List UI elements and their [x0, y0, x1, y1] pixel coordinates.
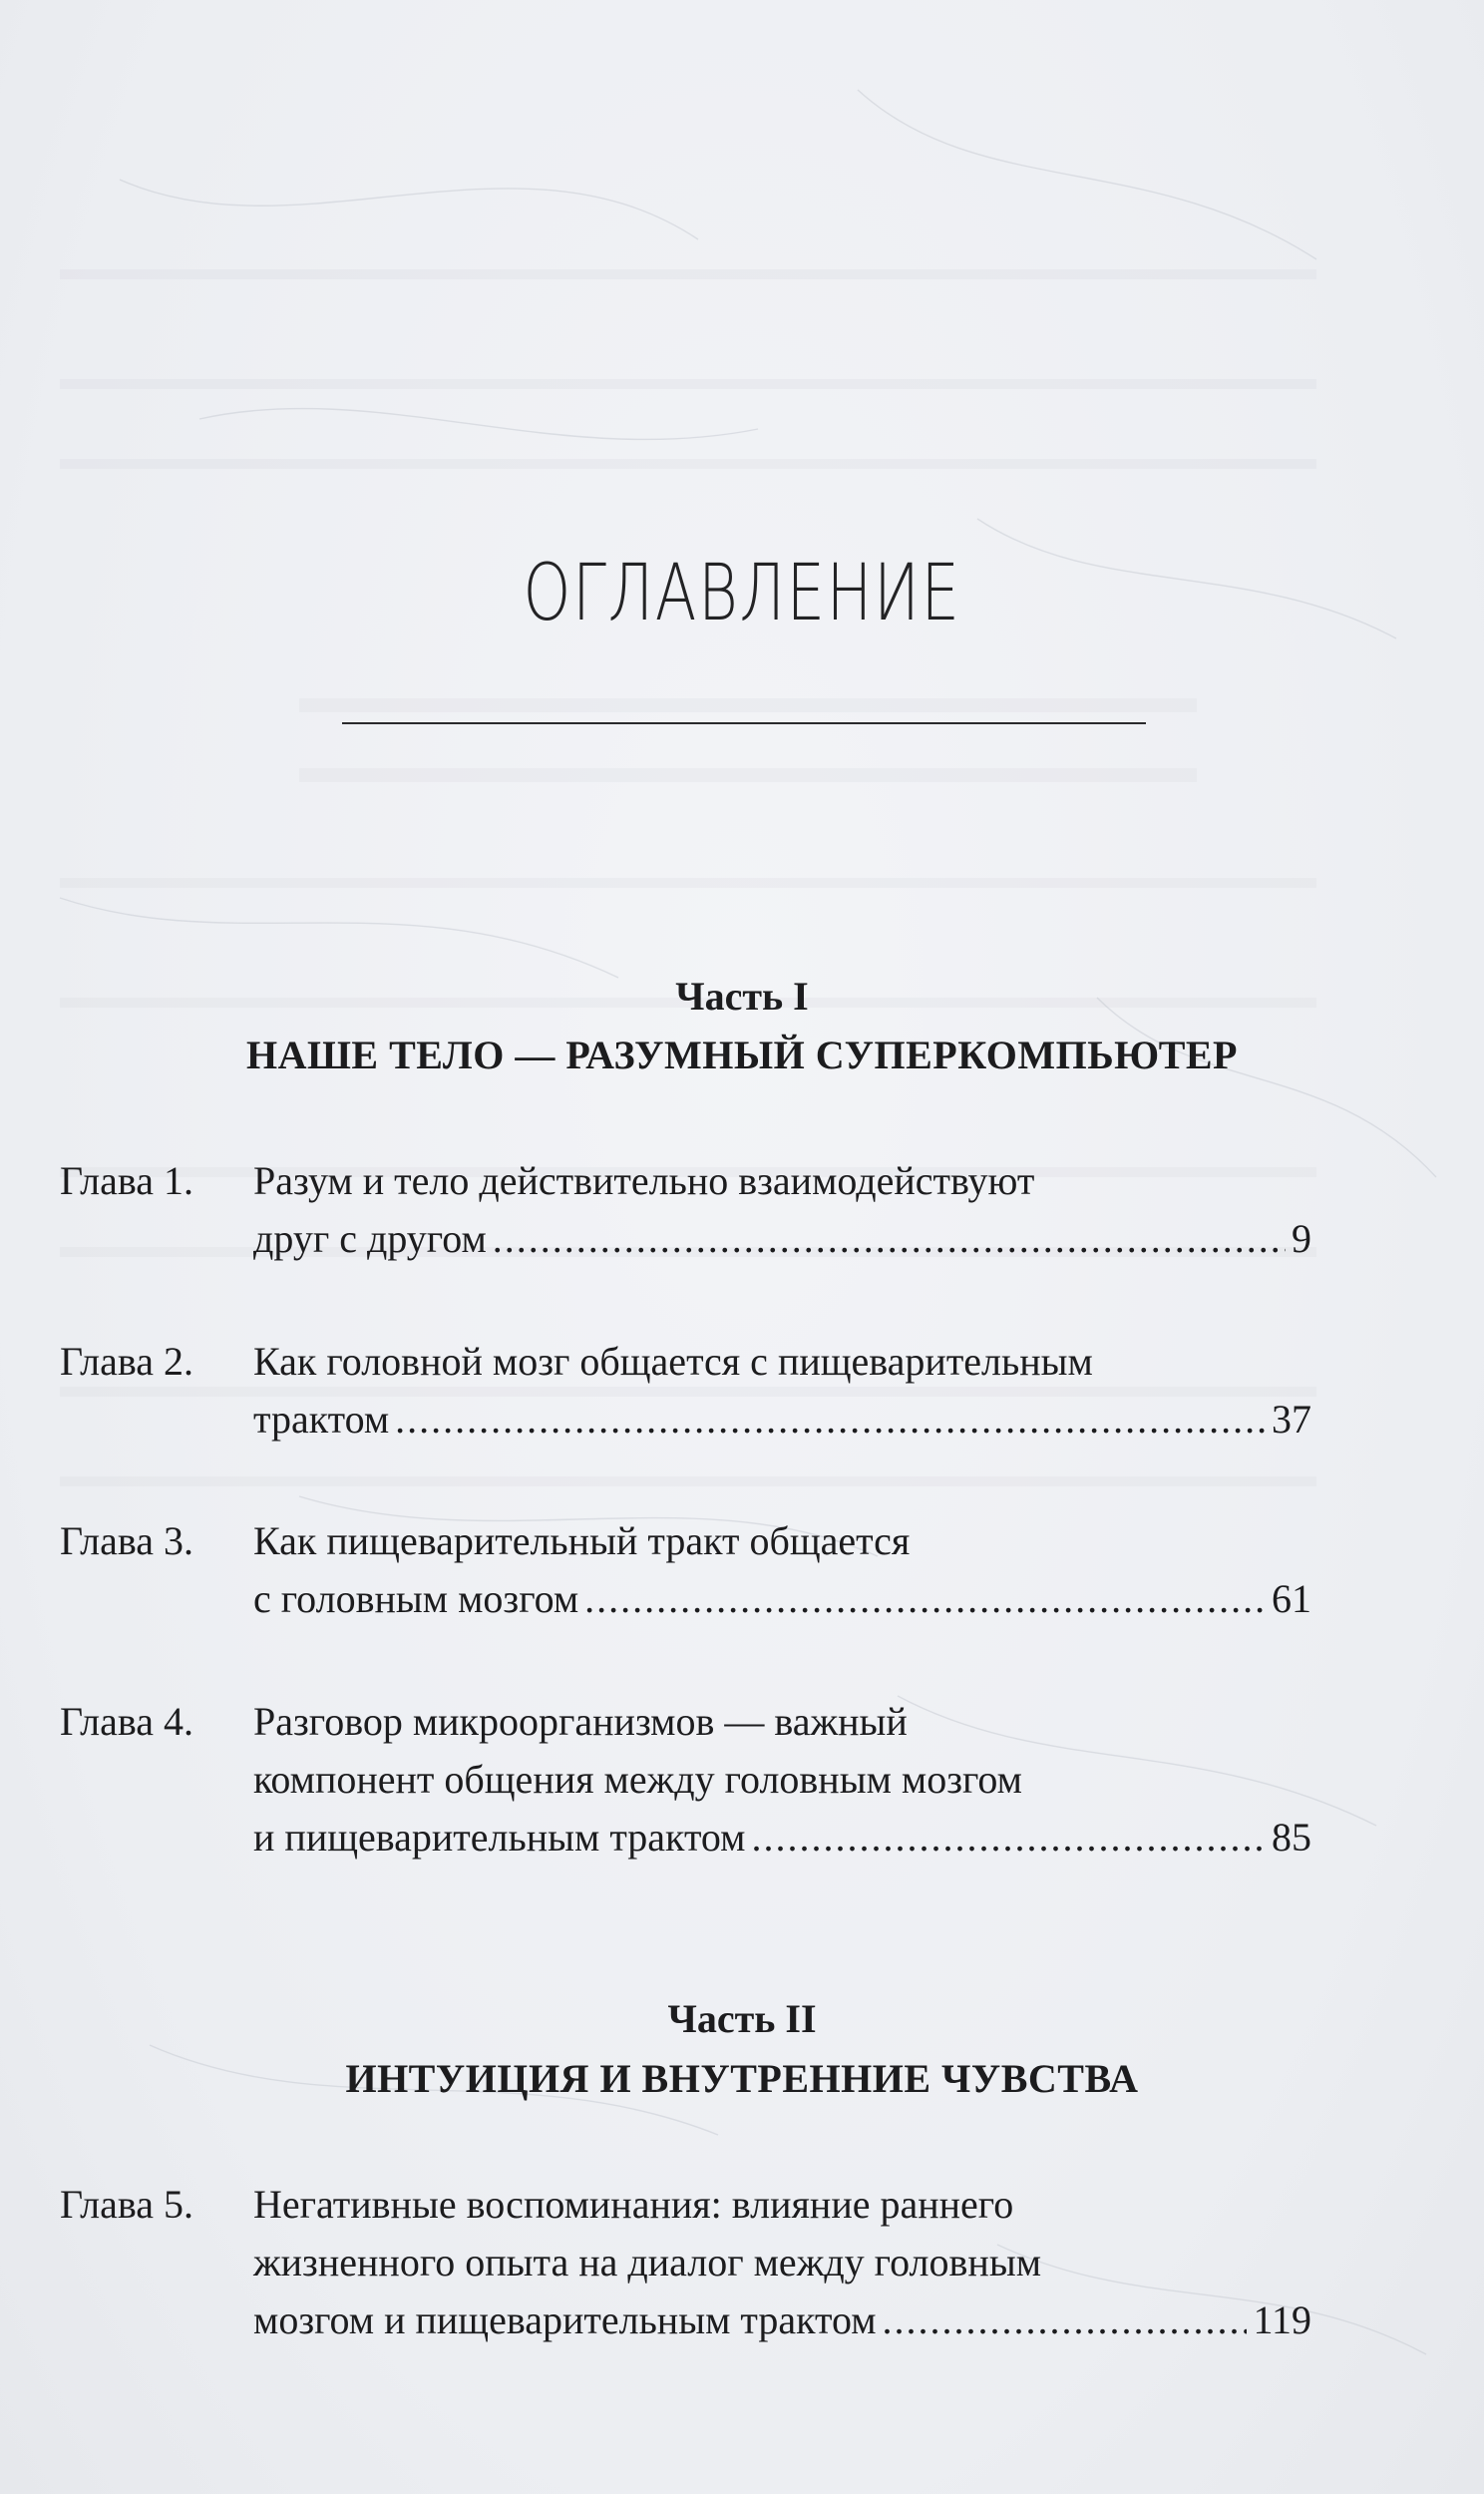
- chapter-1-title-line: Разум и тело действительно взаимодействуют: [253, 1158, 1035, 1203]
- chapter-2-page: 37: [1272, 1397, 1311, 1442]
- part-2-label: Часть II: [667, 1996, 817, 2041]
- part-1-label: Часть I: [675, 974, 809, 1019]
- chapter-5-page: 119: [1253, 2297, 1311, 2342]
- chapter-1-title-last: друг с другом: [253, 1216, 487, 1261]
- chapter-2-title-line: Как головной мозг общается с пищеварительным: [253, 1339, 1093, 1384]
- chapter-2-title-last: трактом: [253, 1397, 390, 1442]
- leader-dots: [395, 1391, 1266, 1449]
- chapter-3-title-last: с головным мозгом: [253, 1576, 579, 1621]
- chapter-1-label: Глава 1.: [60, 1158, 193, 1203]
- chapter-3-label: Глава 3.: [60, 1518, 193, 1563]
- leader-dots: [883, 2291, 1248, 2349]
- chapter-4-title-last: и пищеварительным трактом: [253, 1815, 746, 1860]
- chapter-4-page: 85: [1272, 1815, 1311, 1860]
- chapter-5-title-line-1: Негативные воспоминания: влияние раннего: [253, 2182, 1014, 2227]
- leader-dots: [584, 1570, 1266, 1628]
- chapter-4-label: Глава 4.: [60, 1699, 193, 1744]
- chapter-4-title-line-1: Разговор микроорганизмов — важный: [253, 1699, 908, 1744]
- part-1-title: НАШЕ ТЕЛО — РАЗУМНЫЙ СУПЕРКОМПЬЮТЕР: [245, 1033, 1238, 1077]
- part-2-title: ИНТУИЦИЯ И ВНУТРЕННИЕ ЧУВСТВА: [345, 2056, 1139, 2101]
- chapter-4-title-line-2: компонент общения между головным мозгом: [253, 1757, 1022, 1802]
- chapter-2-label: Глава 2.: [60, 1339, 193, 1384]
- chapter-5-title-last: мозгом и пищеварительным трактом: [253, 2297, 877, 2342]
- toc-title: ОГЛАВЛЕНИЕ: [523, 549, 961, 638]
- chapter-5-title-line-2: жизненного опыта на диалог между головным: [253, 2240, 1041, 2285]
- title-underline: [342, 722, 1146, 724]
- chapter-1-page: 9: [1292, 1216, 1311, 1261]
- chapter-3-title-line: Как пищеварительный тракт общается: [253, 1518, 911, 1563]
- leader-dots: [751, 1809, 1266, 1867]
- chapter-5-label: Глава 5.: [60, 2182, 193, 2227]
- leader-dots: [493, 1210, 1286, 1268]
- chapter-3-page: 61: [1272, 1576, 1311, 1621]
